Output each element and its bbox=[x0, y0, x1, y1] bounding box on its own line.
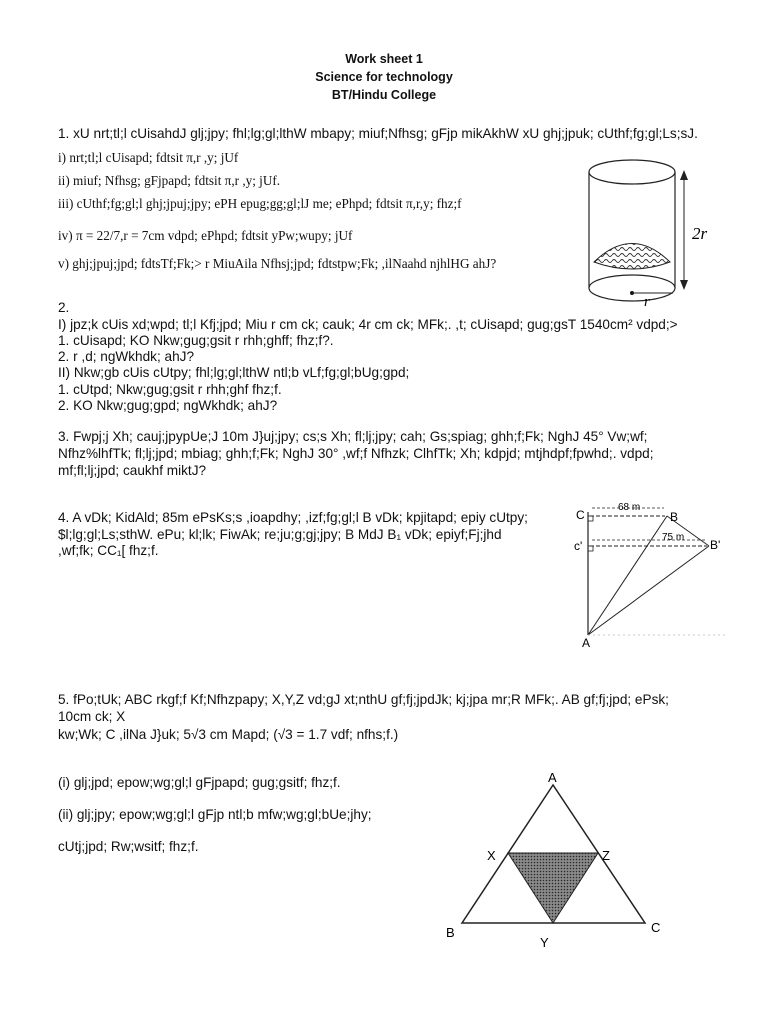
q3-line-2: Nfhz%lhfTk; fl;lj;jpd; mbiag; ghh;f;Fk; NghJ 30° ,wf;f Nfhzk; ClhfTk; Xh; kdpjd; mtjhdpf;fpwhd;. vdpd; bbox=[58, 446, 654, 461]
q3-line-3: mf;fl;lj;jpd; caukhf miktJ? bbox=[58, 463, 207, 478]
q1-part-i: i) nrt;tl;l cUisapd; fdtsit π,r ,y; jUf bbox=[58, 150, 239, 165]
distance-68m: 68 m bbox=[618, 502, 641, 513]
rope-AB bbox=[588, 516, 667, 635]
q1-part-iv: iv) π = 22/7,r = 7cm vdpd; ePhpd; fdtsit yPw;wupy; jUf bbox=[58, 228, 353, 243]
q2-I-2: 2. r ,d; ngWkhdk; ahJ? bbox=[58, 349, 195, 364]
vertex-C: C bbox=[651, 920, 661, 935]
radius-label: r bbox=[644, 294, 650, 310]
distance-75m: 75 m bbox=[662, 532, 685, 543]
q1-part-iii: iii) cUthf;fg;gl;l ghj;jpuj;jpy; ePH epug;gg;gl;lJ me; ePhpd; fdtsit π,r,y; fhz;f bbox=[58, 196, 462, 211]
q4-line-2: $l;lg;gl;Ls;sthW. ePu; kl;lk; FiwAk; re;ju;g;gj;jpy; B MdJ B₁ vDk; epiyf;Fj;jhd bbox=[58, 527, 502, 542]
shaded-triangle-XYZ bbox=[508, 853, 598, 923]
triangle-figure bbox=[440, 765, 670, 955]
q2-II-1: 1. cUtpd; Nkw;gug;gsit r rhh;ghf fhz;f. bbox=[58, 382, 282, 397]
vertex-A: A bbox=[548, 770, 557, 785]
q5-part-ii: (ii) glj;jpy; epow;wg;gl;l gFjp ntl;b mfw;wg;gl;bUe;jhy; bbox=[58, 807, 372, 822]
q5-part-i: (i) glj;jpd; epow;wg;gl;l gFjpapd; gug;gsitf; fhz;f. bbox=[58, 775, 341, 790]
right-angle-C bbox=[588, 516, 593, 521]
label-c1: c' bbox=[574, 539, 583, 553]
q2-part-II: II) Nkw;gb cUis cUtpy; fhl;lg;gl;lthW ntl;b vLf;fg;gl;bUg;gpd; bbox=[58, 365, 410, 380]
worksheet-subtitle: Science for technology bbox=[315, 70, 453, 84]
height-arrow-top bbox=[680, 170, 688, 180]
height-label: 2r bbox=[692, 224, 708, 243]
cylinder-top-ellipse bbox=[589, 160, 675, 184]
q5-line-2: 10cm ck; X bbox=[58, 709, 126, 724]
q4-line-1: 4. A vDk; KidAld; 85m ePsKs;s ,ioapdhy; ,izf;fg;gl;l B vDk; kpjitapd; epiy cUtpy; bbox=[58, 510, 528, 525]
label-B: B bbox=[670, 510, 679, 524]
vertex-B: B bbox=[446, 925, 455, 940]
midpoint-Z: Z bbox=[602, 848, 610, 863]
cylinder-base-ellipse bbox=[589, 275, 675, 301]
q5-line-1: 5. fPo;tUk; ABC rkgf;f Kf;Nfhzpapy; X,Y,Z vd;gJ xt;nthU gf;fj;jpdJk; kj;jpa mr;R MFk;. AB gf;fj;jpd; ePsk; bbox=[58, 692, 669, 707]
q1-part-ii: ii) miuf; Nfhsg; gFjpapd; fdtsit π,r ,y; jUf. bbox=[58, 173, 281, 188]
midpoint-X: X bbox=[487, 848, 496, 863]
rope-AB1 bbox=[588, 546, 709, 635]
worksheet-title: Work sheet 1 bbox=[345, 52, 423, 66]
label-B1: B' bbox=[710, 538, 721, 552]
q4-line-3: ,wf;fk; CC₁[ fhz;f. bbox=[58, 543, 159, 558]
height-arrow-bottom bbox=[680, 280, 688, 290]
midpoint-Y: Y bbox=[540, 935, 549, 950]
rope-diagram-figure bbox=[570, 500, 730, 650]
label-A: A bbox=[582, 636, 591, 650]
q2-II-2: 2. KO Nkw;gug;gpd; ngWkhdk; ahJ? bbox=[58, 398, 278, 413]
q3-line-1: 3. Fwpj;j Xh; cauj;jpypUe;J 10m J}uj;jpy; cs;s Xh; fl;lj;jpy; cah; Gs;spiag; ghh;f;Fk; NghJ 45° Vw;wf; bbox=[58, 429, 648, 444]
label-C: C bbox=[576, 508, 585, 522]
q2-number: 2. bbox=[58, 300, 70, 315]
right-angle-c1 bbox=[588, 546, 593, 551]
college-name: BT/Hindu College bbox=[331, 88, 437, 102]
q2-I-1: 1. cUisapd; KO Nkw;gug;gsit r rhh;ghff; fhz;f?. bbox=[58, 333, 334, 348]
q1-stem: 1. xU nrt;tl;l cUisahdJ glj;jpy; fhl;lg;gl;lthW mbapy; miuf;Nfhsg; gFjp mikAkhW xU ghj;jpuk; cUthf;fg;gl;Ls;sJ. bbox=[58, 126, 698, 141]
hemisphere-surface bbox=[594, 244, 670, 270]
q5-part-iii: cUtj;jpd; Rw;wsitf; fhz;f. bbox=[58, 839, 199, 854]
q5-line-3: kw;Wk; C ,ilNa J}uk; 5√3 cm Mapd; (√3 = 1.7 vdf; nfhs;f.) bbox=[58, 727, 399, 742]
cylinder-hemisphere-figure bbox=[580, 150, 710, 315]
q2-part-I: I) jpz;k cUis xd;wpd; tl;l Kfj;jpd; Miu r cm ck; cauk; 4r cm ck; MFk;. ,t; cUisapd; gug;gsT 1540cm² vdpd;> bbox=[58, 317, 678, 332]
q1-part-v: v) ghj;jpuj;jpd; fdtsTf;Fk;> r MiuAila Nfhsj;jpd; fdtstpw;Fk; ,ilNaahd njhlHG ahJ? bbox=[58, 256, 497, 271]
